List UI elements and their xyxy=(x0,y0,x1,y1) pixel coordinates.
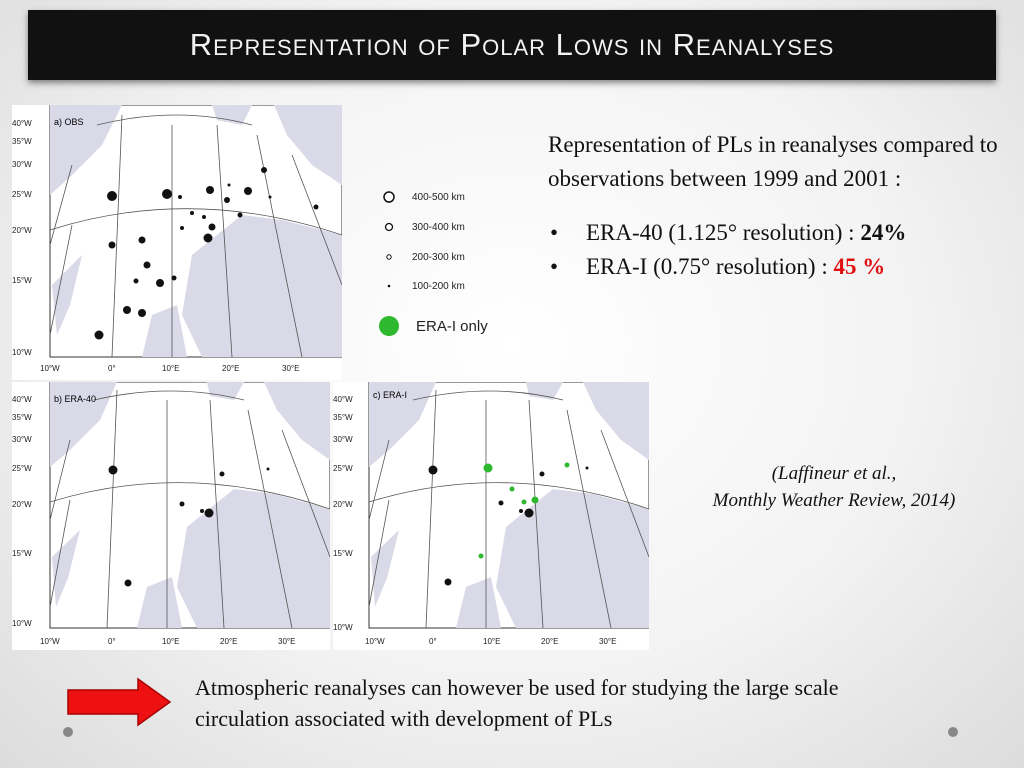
lon-labels xyxy=(40,637,295,646)
svg-text:10°W: 10°W xyxy=(40,364,60,373)
svg-text:30°W: 30°W xyxy=(12,160,32,169)
svg-text:40°W: 40°W xyxy=(333,395,353,404)
citation: (Laffineur et al., Monthly Weather Review, 2014) xyxy=(712,463,956,511)
bullet-decoration-right xyxy=(948,727,958,737)
svg-text:10°W: 10°W xyxy=(12,348,32,357)
map-era40 xyxy=(12,382,330,650)
resolution-list xyxy=(548,216,1008,284)
lon-labels xyxy=(40,364,299,373)
svg-text:40°W: 40°W xyxy=(12,119,32,128)
conclusion-text: Atmospheric reanalyses can however be used for studying the large scale circulation associated with development of PLs xyxy=(195,675,839,731)
lon-labels xyxy=(365,637,616,646)
legend-item-400-500: 400-500 km xyxy=(372,187,465,207)
list-item: • ERA-40 (1.125° resolution) : 24% xyxy=(548,216,1008,250)
list-item: • ERA-I (0.75° resolution) : 45 % xyxy=(548,250,1008,284)
svg-text:30°W: 30°W xyxy=(333,435,353,444)
lat-labels xyxy=(12,119,32,357)
svg-text:25°W: 25°W xyxy=(12,464,32,473)
svg-text:20°W: 20°W xyxy=(12,226,32,235)
svg-text:35°W: 35°W xyxy=(12,413,32,422)
legend-item-300-400: 300-400 km xyxy=(372,217,465,237)
svg-text:30°W: 30°W xyxy=(12,435,32,444)
arrow-right-icon xyxy=(66,677,174,727)
svg-text:35°W: 35°W xyxy=(12,137,32,146)
era40-percentage: 24% xyxy=(860,220,907,245)
svg-text:15°W: 15°W xyxy=(12,276,32,285)
map-panel-obs xyxy=(12,105,342,380)
era-i-percentage: 45 % xyxy=(833,254,886,279)
svg-text:10°W: 10°W xyxy=(12,619,32,628)
svg-text:20°W: 20°W xyxy=(333,500,353,509)
svg-text:30°E: 30°E xyxy=(599,637,617,646)
map-panel-era40 xyxy=(12,382,330,650)
lat-labels xyxy=(333,395,353,632)
map-panel-era-i xyxy=(333,382,649,650)
svg-text:15°W: 15°W xyxy=(12,549,32,558)
svg-text:10°E: 10°E xyxy=(162,637,180,646)
svg-text:40°W: 40°W xyxy=(12,395,32,404)
panel-label: b) ERA-40 xyxy=(54,394,97,404)
svg-text:30°E: 30°E xyxy=(282,364,300,373)
legend-item-200-300: 200-300 km xyxy=(372,247,465,267)
svg-text:35°W: 35°W xyxy=(333,413,353,422)
svg-text:25°W: 25°W xyxy=(333,464,353,473)
description-intro: Representation of PLs in reanalyses compared to observations between 1999 and 2001 : xyxy=(548,132,998,191)
svg-text:20°E: 20°E xyxy=(220,637,238,646)
svg-text:0°: 0° xyxy=(429,637,437,646)
svg-text:30°E: 30°E xyxy=(278,637,296,646)
bullet-decoration-left xyxy=(63,727,73,737)
panel-label: a) OBS xyxy=(54,117,84,127)
svg-text:10°W: 10°W xyxy=(365,637,385,646)
legend-item-100-200: 100-200 km xyxy=(372,276,465,296)
map-obs xyxy=(12,105,342,380)
svg-text:0°: 0° xyxy=(108,637,116,646)
svg-text:10°E: 10°E xyxy=(162,364,180,373)
slide-title: Representation of Polar Lows in Reanalyses xyxy=(189,27,835,62)
svg-text:10°W: 10°W xyxy=(40,637,60,646)
title-bar xyxy=(28,10,996,80)
svg-text:0°: 0° xyxy=(108,364,116,373)
svg-text:20°E: 20°E xyxy=(222,364,240,373)
svg-text:20°E: 20°E xyxy=(541,637,559,646)
map-era-i xyxy=(333,382,649,650)
svg-text:25°W: 25°W xyxy=(12,190,32,199)
svg-text:10°E: 10°E xyxy=(483,637,501,646)
description-block xyxy=(548,128,1008,284)
svg-text:20°W: 20°W xyxy=(12,500,32,509)
legend-item-era-i-only: ERA-I only xyxy=(372,316,488,336)
svg-text:15°W: 15°W xyxy=(333,549,353,558)
svg-text:10°W: 10°W xyxy=(333,623,353,632)
panel-label: c) ERA-I xyxy=(373,390,408,400)
lat-labels xyxy=(12,395,32,628)
